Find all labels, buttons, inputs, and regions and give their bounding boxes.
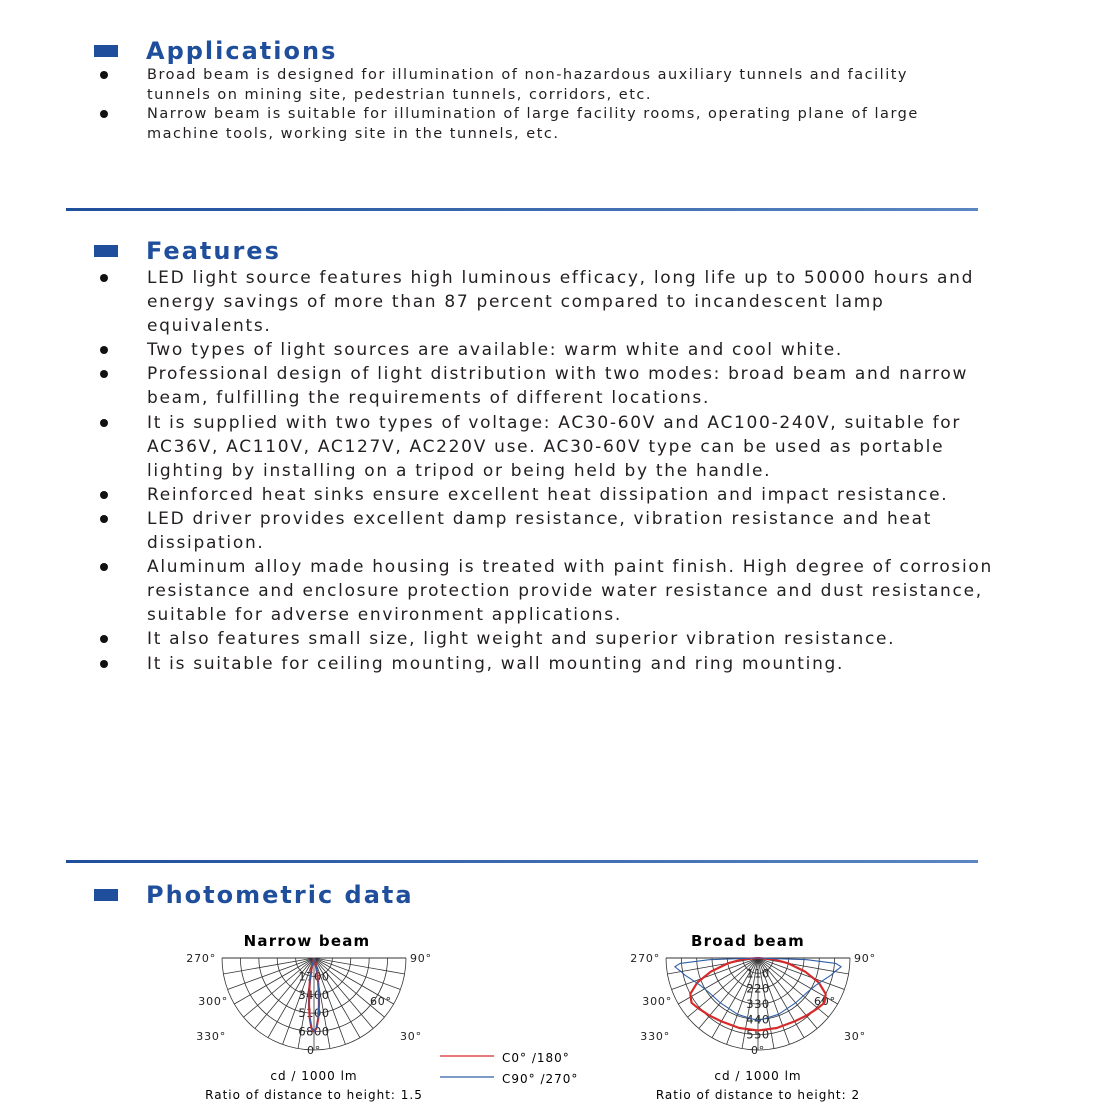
angle-label-right: 90° xyxy=(854,952,876,965)
list-item-text: Reinforced heat sinks ensure excellent heat dissipation and impact resistance. xyxy=(147,484,949,505)
narrow-ratio-label: Ratio of distance to height: 1.5 xyxy=(205,1088,423,1102)
radial-tick-label: 110 xyxy=(746,966,770,981)
bullet-icon xyxy=(100,515,108,523)
broad-beam-chart xyxy=(630,932,876,1102)
features-title: Features xyxy=(146,237,281,265)
bullet-icon xyxy=(100,635,108,643)
angle-label-left: 270° xyxy=(186,952,216,965)
radial-tick-label: 1700 xyxy=(298,969,330,984)
radial-tick-label: 550 xyxy=(746,1027,770,1042)
narrow-unit-label: cd / 1000 lm xyxy=(270,1069,358,1083)
narrow-beam-title: Narrow beam xyxy=(243,932,371,950)
list-item xyxy=(96,507,1007,555)
legend xyxy=(440,1051,578,1086)
list-item xyxy=(96,555,1007,627)
list-item xyxy=(96,411,1007,483)
broad-ratio-label: Ratio of distance to height: 2 xyxy=(655,1088,861,1102)
radial-tick-label: 3400 xyxy=(298,987,330,1002)
angle-label-upper-left: 300° xyxy=(198,995,228,1008)
bullet-icon xyxy=(100,110,108,118)
angle-label-lower-right: 30° xyxy=(400,1030,422,1043)
list-item xyxy=(96,362,1007,410)
bullet-icon xyxy=(100,274,108,282)
radial-tick-label: 440 xyxy=(746,1012,770,1027)
broad-beam-title: Broad beam xyxy=(691,932,805,950)
photometric-charts xyxy=(0,880,1120,1120)
list-item-text: Professional design of light distribution with two modes: broad beam and narrow beam, fulfilling the requirements of different locations. xyxy=(147,364,969,409)
radial-tick-label: 220 xyxy=(746,981,770,996)
angle-label-left: 270° xyxy=(630,952,660,965)
list-item xyxy=(96,652,1007,676)
list-item-text: Narrow beam is suitable for illumination of large facility rooms, operating plane of large machine tools, working site in the tunnels, etc. xyxy=(147,106,919,142)
list-item-text: It is supplied with two types of voltage: AC30-60V and AC100-240V, suitable for AC36V, AC110V, AC127V, AC220V use. AC30-60V type can be used as portable lighting by installing on a tripod or being held by the handle. xyxy=(147,412,962,481)
list-item xyxy=(96,105,977,144)
angle-label-lower-left: 330° xyxy=(640,1030,670,1043)
applications-heading xyxy=(94,37,337,65)
list-item xyxy=(96,66,977,105)
applications-title: Applications xyxy=(146,37,338,65)
angle-label-upper-right: 60° xyxy=(814,995,836,1008)
section-marker-icon xyxy=(94,245,118,257)
angle-label-upper-right: 60° xyxy=(370,995,392,1008)
bullet-icon xyxy=(100,563,108,571)
bullet-icon xyxy=(100,660,108,668)
angle-label-bottom: 0° xyxy=(306,1044,322,1057)
broad-unit-label: cd / 1000 lm xyxy=(714,1069,802,1083)
bullet-icon xyxy=(100,346,108,354)
applications-list xyxy=(96,66,977,144)
radial-tick-label: 330 xyxy=(746,997,770,1011)
radial-tick-label: 6800 xyxy=(298,1024,330,1039)
bullet-icon xyxy=(100,71,108,79)
bullet-icon xyxy=(100,491,108,499)
section-divider xyxy=(66,860,978,863)
narrow-beam-chart xyxy=(186,932,432,1102)
bullet-icon xyxy=(100,370,108,378)
legend-c0-label: C0° /180° xyxy=(502,1051,570,1065)
list-item-text: Aluminum alloy made housing is treated with paint finish. High degree of corrosion resistance and enclosure protection provide water resistance and dust resistance, suitable for adverse environment applications. xyxy=(147,557,993,626)
angle-label-upper-left: 300° xyxy=(642,995,672,1008)
legend-c90-label: C90° /270° xyxy=(502,1072,579,1086)
radial-tick-label: 5100 xyxy=(298,1006,330,1021)
list-item-text: It is suitable for ceiling mounting, wall mounting and ring mounting. xyxy=(147,653,845,674)
list-item xyxy=(96,627,1007,651)
bullet-icon xyxy=(100,419,108,427)
angle-label-bottom: 0° xyxy=(750,1044,766,1057)
list-item-text: LED light source features high luminous efficacy, long life up to 50000 hours and energy savings of more than 87 percent compared to incandescent lamp equivalents. xyxy=(147,268,975,337)
angle-label-lower-left: 330° xyxy=(196,1030,226,1043)
section-marker-icon xyxy=(94,45,118,57)
angle-label-lower-right: 30° xyxy=(844,1030,866,1043)
features-heading xyxy=(94,237,281,265)
list-item xyxy=(96,266,1007,338)
section-divider xyxy=(66,208,978,211)
features-list xyxy=(96,266,1007,676)
list-item xyxy=(96,483,1007,507)
list-item-text: LED driver provides excellent damp resistance, vibration resistance and heat dissipation. xyxy=(147,508,933,554)
list-item-text: It also features small size, light weight and superior vibration resistance. xyxy=(147,629,896,650)
photometric-title: Photometric data xyxy=(146,881,414,909)
list-item-text: Two types of light sources are available: warm white and cool white. xyxy=(147,340,843,361)
angle-label-right: 90° xyxy=(410,952,432,965)
list-item-text: Broad beam is designed for illumination of non-hazardous auxiliary tunnels and facility tunnels on mining site, pedestrian tunnels, corridors, etc. xyxy=(147,67,908,103)
list-item xyxy=(96,338,1007,362)
